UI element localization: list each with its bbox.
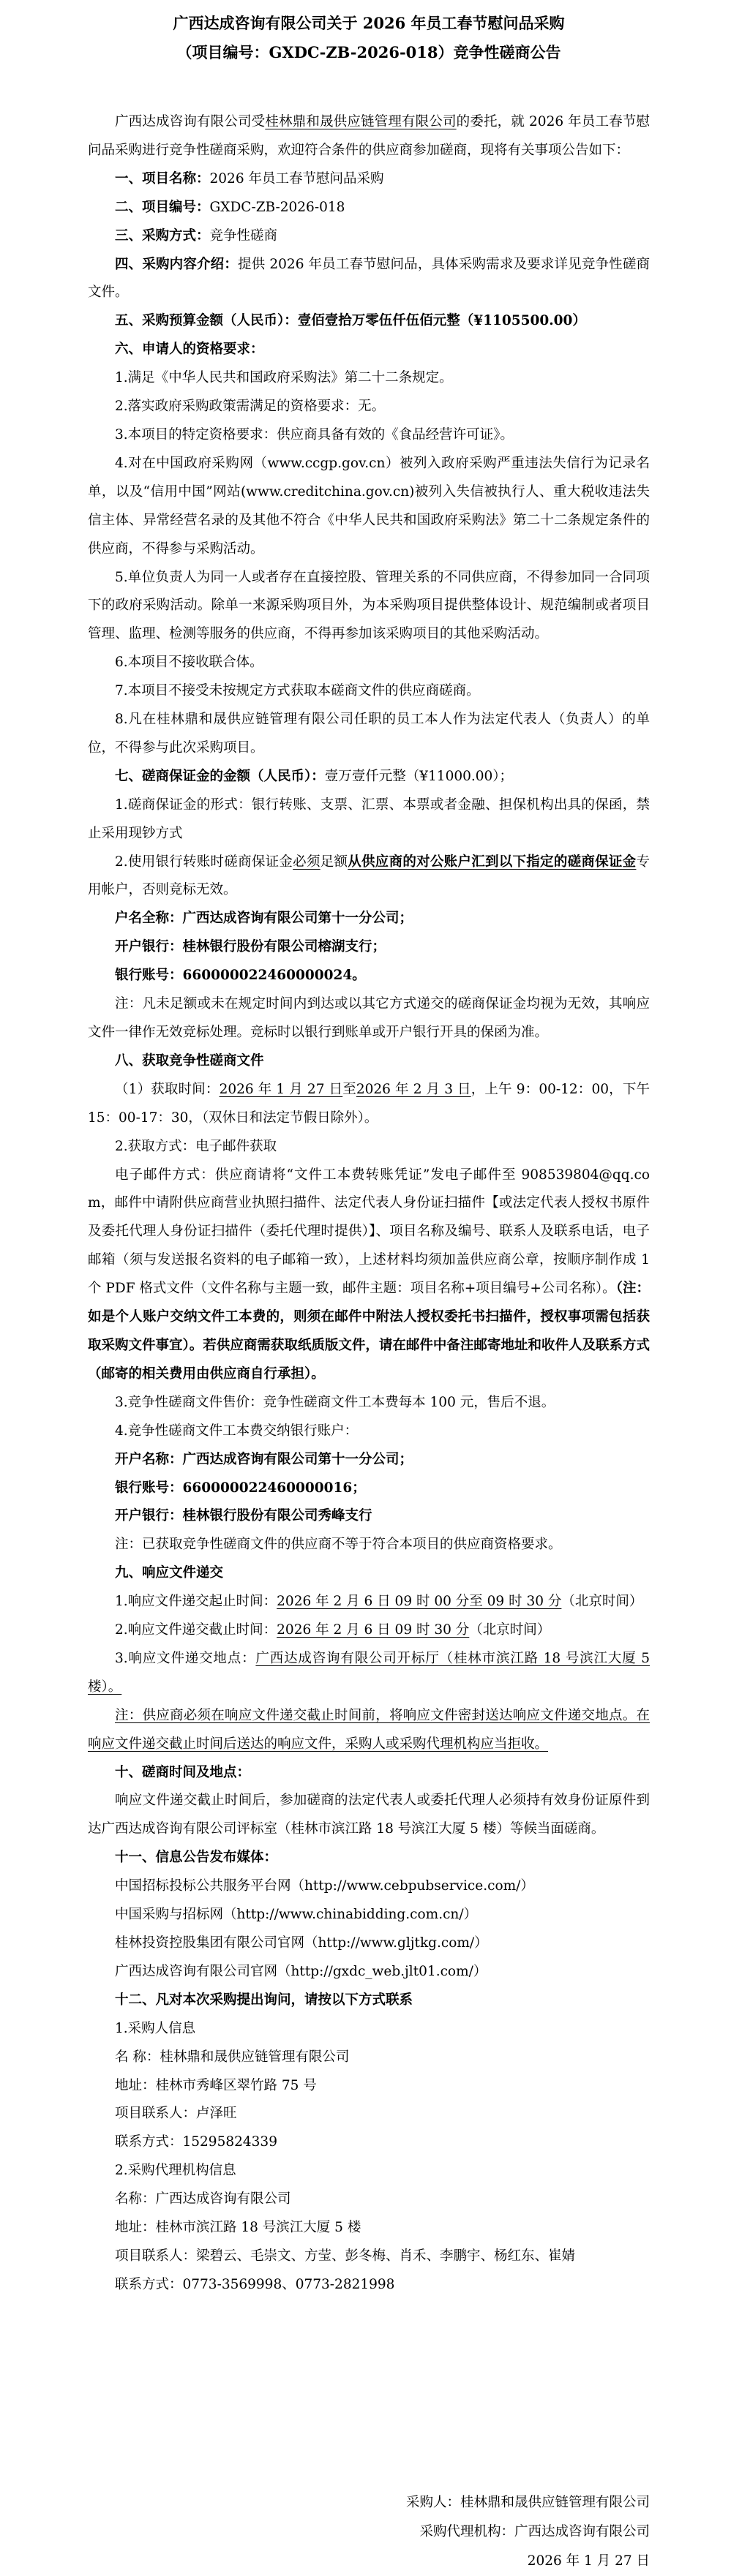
- footer-date: 2026 年 1 月 27 日: [527, 2553, 650, 2569]
- text: 广西达成咨询有限公司官网（http://gxdc_web.jlt01.com/）: [115, 1963, 487, 1979]
- qualification-item-7: [88, 677, 650, 706]
- text: 专用帐户，否则竞标无效。: [88, 854, 650, 898]
- footer-buyer: 采购人：桂林鼎和晟供应链管理有限公司: [405, 2494, 650, 2510]
- qualification-item-6: [88, 649, 650, 677]
- qualification-item-3: [88, 421, 650, 450]
- styled-text: 七、磋商保证金的金额（人民币）：: [115, 768, 325, 784]
- doc-obtain-method: [88, 1133, 650, 1161]
- text: （北京时间）: [469, 1622, 551, 1638]
- text: 项目联系人：卢泽旺: [115, 2106, 237, 2122]
- styled-text: 2026 年 1 月 27 日: [219, 1081, 343, 1097]
- buyer-address: [88, 2072, 650, 2101]
- section-6-heading: [88, 336, 650, 364]
- buyer-contact-phone: [88, 2128, 650, 2157]
- text: 2.使用银行转账时磋商保证金: [115, 854, 293, 870]
- text: 中国招标投标公共服务平台网（http://www.cebpubservice.com/）: [115, 1878, 534, 1894]
- text: 壹万壹仟元整（¥11000.00）；: [324, 768, 514, 784]
- text: 2.响应文件递交截止时间：: [115, 1622, 277, 1638]
- styled-text: 四、采购内容介绍：: [115, 256, 238, 272]
- styled-text: 二、项目编号：: [115, 199, 210, 215]
- agency-contact-persons: [88, 2242, 650, 2271]
- deposit-transfer-item: [88, 848, 650, 905]
- text: 2.落实政府采购政策需满足的资格要求：无。: [115, 399, 386, 415]
- text: 中国采购与招标网（http://www.chinabidding.com.cn/）: [115, 1907, 478, 1923]
- text: 1.响应文件递交起止时间：: [115, 1594, 277, 1610]
- document-title-line-2: （项目编号：GXDC-ZB-2026-018）竞争性磋商公告: [176, 43, 561, 61]
- qualification-item-1: [88, 364, 650, 393]
- buyer-name: [88, 2044, 650, 2072]
- text: ，上午 9：00-12：00，下午 15：00-17：30，（双休日和法定节假日除外）。: [88, 1081, 650, 1126]
- styled-text: 十二、凡对本次采购提出询问，请按以下方式联系: [115, 1992, 413, 2008]
- section-3-heading: [88, 222, 650, 251]
- section-8-heading: [88, 1047, 650, 1076]
- styled-text: 必须: [293, 854, 320, 870]
- fee-bank: [88, 1502, 650, 1531]
- media-item-3: [88, 1929, 650, 1958]
- text: 广西达成咨询有限公司受: [115, 114, 266, 129]
- deposit-form-item: [88, 791, 650, 848]
- text: （北京时间）: [561, 1594, 643, 1610]
- text: 7.本项目不接受未按规定方式获取本磋商文件的供应商磋商。: [115, 683, 480, 699]
- intro-paragraph: [88, 108, 650, 165]
- media-item-1: [88, 1872, 650, 1901]
- doc-obtain-time: [88, 1076, 650, 1133]
- qualification-item-2: [88, 393, 650, 421]
- footer-agency: 采购代理机构：广西达成咨询有限公司: [419, 2523, 650, 2539]
- text: 地址：桂林市秀峰区翠竹路 75 号: [115, 2077, 317, 2093]
- styled-text: 2026 年 2 月 6 日 09 时 00 分至 09 时 30 分: [277, 1594, 562, 1610]
- styled-text: 九、响应文件递交: [115, 1565, 224, 1581]
- submission-note: [88, 1702, 650, 1759]
- text: 2026 年员工春节慰问品采购: [209, 170, 384, 187]
- text: 4.对在中国政府采购网（www.ccgp.gov.cn）被列入政府采购严重违法失信行为记录名单，以及“信用中国”网站(www.creditchina.gov.cn)被列入失信被执行人、重大税收违法失信主体、异常经营名录的及其他不符合《中华人民共和国政府采购法》第二十二条规定条件的供应商，不得参与采购活动。: [88, 455, 650, 557]
- text: 1.采购人信息: [115, 2020, 196, 2036]
- document-title-line-1: 广西达成咨询有限公司关于 2026 年员工春节慰问品采购: [173, 14, 565, 32]
- submission-start-time: [88, 1588, 650, 1616]
- text: 1.满足《中华人民共和国政府采购法》第二十二条规定。: [115, 370, 453, 386]
- styled-text: 2026 年 2 月 3 日: [356, 1081, 471, 1097]
- qualification-item-4: [88, 450, 650, 564]
- text: 2.获取方式：电子邮件获取: [115, 1138, 277, 1154]
- deposit-account-name: [88, 905, 650, 933]
- text: 6.本项目不接收联合体。: [115, 655, 263, 671]
- styled-text: （注：如是个人账户交纳文件工本费的，则须在邮件中附法人授权委托书扫描件，授权事项需包括获取采购文件事宜）。若供应商需获取纸质版文件，请在邮件中备注邮寄地址和收件人及联系方式（邮寄的相关费用由供应商自行承担）。: [88, 1281, 650, 1382]
- text: 电子邮件方式：供应商请将“文件工本费转账凭证”发电子邮件至 908539804@qq.com，邮件中请附供应商营业执照扫描件、法定代表人身份证扫描件【或法定代表人授权书原件及委托代理人身份证扫描件（委托代理时提供）】、项目名称及编号、联系人及联系电话，电子邮箱（须与发送报名资料的电子邮箱一致），上述材料均须加盖供应商公章，按顺序制作成 1 个 PDF 格式文件（文件名称与主题一致，邮件主题：项目名称+项目编号+公司名称）。: [88, 1167, 650, 1297]
- text: 3.竞争性磋商文件售价：竞争性磋商文件工本费每本 100 元，售后不退。: [115, 1394, 555, 1410]
- section-12-heading: [88, 1986, 650, 2015]
- text: 桂林投资控股集团有限公司官网（http://www.gljtkg.com/）: [115, 1935, 488, 1951]
- styled-text: 十、磋商时间及地点：: [115, 1764, 251, 1780]
- text: 名 称：桂林鼎和晟供应链管理有限公司: [115, 2049, 350, 2065]
- text: （1）获取时间：: [115, 1081, 220, 1097]
- section-11-heading: [88, 1844, 650, 1872]
- text: 1.磋商保证金的形式：银行转账、支票、汇票、本票或者金融、担保机构出具的保函，禁止采用现钞方式: [88, 796, 650, 841]
- styled-text: 一、项目名称：: [115, 170, 210, 187]
- section-1-heading: [88, 165, 650, 194]
- doc-price: [88, 1389, 650, 1417]
- text: 2.采购代理机构信息: [115, 2163, 236, 2179]
- text: 3.响应文件递交地点：: [115, 1650, 256, 1666]
- section-4-heading: [88, 251, 650, 308]
- section-10-heading: [88, 1759, 650, 1788]
- doc-fee-account-heading: [88, 1417, 650, 1446]
- doc-email-instructions: [88, 1161, 650, 1389]
- styled-text: 三、采购方式：: [115, 227, 210, 244]
- styled-text: 注：供应商必须在响应文件递交截止时间前，将响应文件密封送达响应文件递交地点。在响应文件递交截止时间后送达的响应文件，采购人或采购代理机构应当拒收。: [88, 1707, 650, 1752]
- media-item-4: [88, 1958, 650, 1986]
- text: GXDC-ZB-2026-018: [209, 199, 345, 215]
- deposit-bank: [88, 933, 650, 962]
- deposit-account-number: [88, 962, 650, 990]
- fee-account-number: [88, 1475, 650, 1503]
- negotiation-info: [88, 1787, 650, 1844]
- text: 5.单位负责人为同一人或者存在直接控股、管理关系的不同供应商，不得参加同一合同项下的政府采购活动。除单一来源采购项目外，为本采购项目提供整体设计、规范编制或者项目管理、监理、检测等服务的供应商，不得再参加该采购项目的其他采购活动。: [88, 569, 650, 642]
- document-body: [88, 108, 650, 2300]
- text: 地址：桂林市滨江路 18 号滨江大厦 5 楼: [115, 2220, 361, 2236]
- text: 的委托，就 2026 年员工春节慰问品采购进行竞争性磋商采购，欢迎符合条件的供应商参加磋商，现将有关事项公告如下：: [88, 114, 650, 158]
- text: 响应文件递交截止时间后，参加磋商的法定代表人或委托代理人必须持有效身份证原件到达广西达成咨询有限公司评标室（桂林市滨江路 18 号滨江大厦 5 楼）等候当面磋商。: [88, 1793, 650, 1837]
- styled-text: 开户银行：桂林银行股份有限公司秀峰支行: [115, 1508, 372, 1524]
- media-item-2: [88, 1901, 650, 1929]
- buyer-contact-person: [88, 2100, 650, 2128]
- agency-name: [88, 2185, 650, 2214]
- styled-text: 开户名称：广西达成咨询有限公司第十一分公司；: [115, 1451, 413, 1467]
- styled-text: 十一、信息公告发布媒体：: [115, 1850, 278, 1866]
- text: 联系方式：0773-3569998、0773-2821998: [115, 2276, 395, 2292]
- agency-info-heading: [88, 2157, 650, 2185]
- text: 注：凡未足额或未在规定时间内到达或以其它方式递交的磋商保证金均视为无效，其响应文件一律作无效竞标处理。竞标时以银行到账单或开户银行开具的保函为准。: [88, 996, 650, 1040]
- styled-text: 五、采购预算金额（人民币）：壹佰壹拾万零伍仟伍佰元整（¥1105500.00）: [115, 313, 586, 329]
- document-title: [88, 9, 650, 67]
- doc-note: [88, 1531, 650, 1559]
- text: 竞争性磋商: [209, 227, 278, 244]
- text: 项目联系人：梁碧云、毛崇文、方莹、彭冬梅、肖禾、李鹏宇、杨红东、崔婧: [115, 2248, 576, 2264]
- section-5-heading: [88, 307, 650, 336]
- styled-text: 户名全称：广西达成咨询有限公司第十一分公司；: [115, 911, 413, 927]
- styled-text: 广西达成咨询有限公司开标厅（桂林市滨江路 18 号滨江大厦 5 楼）。: [88, 1650, 650, 1695]
- document-footer: [88, 2488, 650, 2576]
- styled-text: 六、申请人的资格要求：: [115, 342, 264, 358]
- fee-account-name: [88, 1446, 650, 1475]
- text: 提供 2026 年员工春节慰问品，具体采购需求及要求详见竞争性磋商文件。: [88, 256, 650, 301]
- deposit-note: [88, 990, 650, 1047]
- agency-address: [88, 2214, 650, 2242]
- styled-text: 2026 年 2 月 6 日 09 时 30 分: [277, 1622, 470, 1638]
- styled-text: 开户银行：桂林银行股份有限公司榕湖支行；: [115, 939, 386, 955]
- text: 名称：广西达成咨询有限公司: [115, 2191, 291, 2207]
- text: 足额: [320, 854, 348, 870]
- styled-text: 从供应商的对公账户汇到以下指定的磋商保证金: [348, 854, 637, 870]
- styled-text: 八、获取竞争性磋商文件: [115, 1052, 264, 1069]
- agency-contact-phone: [88, 2271, 650, 2300]
- styled-text: 银行账号：660000022460000024。: [115, 968, 366, 984]
- section-7-heading: [88, 763, 650, 791]
- buyer-info-heading: [88, 2015, 650, 2044]
- qualification-item-5: [88, 564, 650, 649]
- section-9-heading: [88, 1559, 650, 1588]
- submission-location: [88, 1645, 650, 1702]
- text: 联系方式：15295824339: [115, 2134, 277, 2150]
- qualification-item-8: [88, 706, 650, 763]
- submission-deadline: [88, 1616, 650, 1645]
- text: 注：已获取竞争性磋商文件的供应商不等于符合本项目的供应商资格要求。: [115, 1537, 562, 1553]
- section-2-heading: [88, 194, 650, 222]
- text: 4.竞争性磋商文件工本费交纳银行账户：: [115, 1423, 359, 1439]
- styled-text: 桂林鼎和晟供应链管理有限公司: [265, 114, 457, 129]
- styled-text: 银行账号：660000022460000016；: [115, 1480, 366, 1496]
- text: 3.本项目的特定资格要求：供应商具备有效的《食品经营许可证》。: [115, 426, 514, 442]
- text: 至: [342, 1081, 356, 1097]
- text: 8.凡在桂林鼎和晟供应链管理有限公司任职的员工本人作为法定代表人（负责人）的单位，不得参与此次采购项目。: [88, 712, 650, 756]
